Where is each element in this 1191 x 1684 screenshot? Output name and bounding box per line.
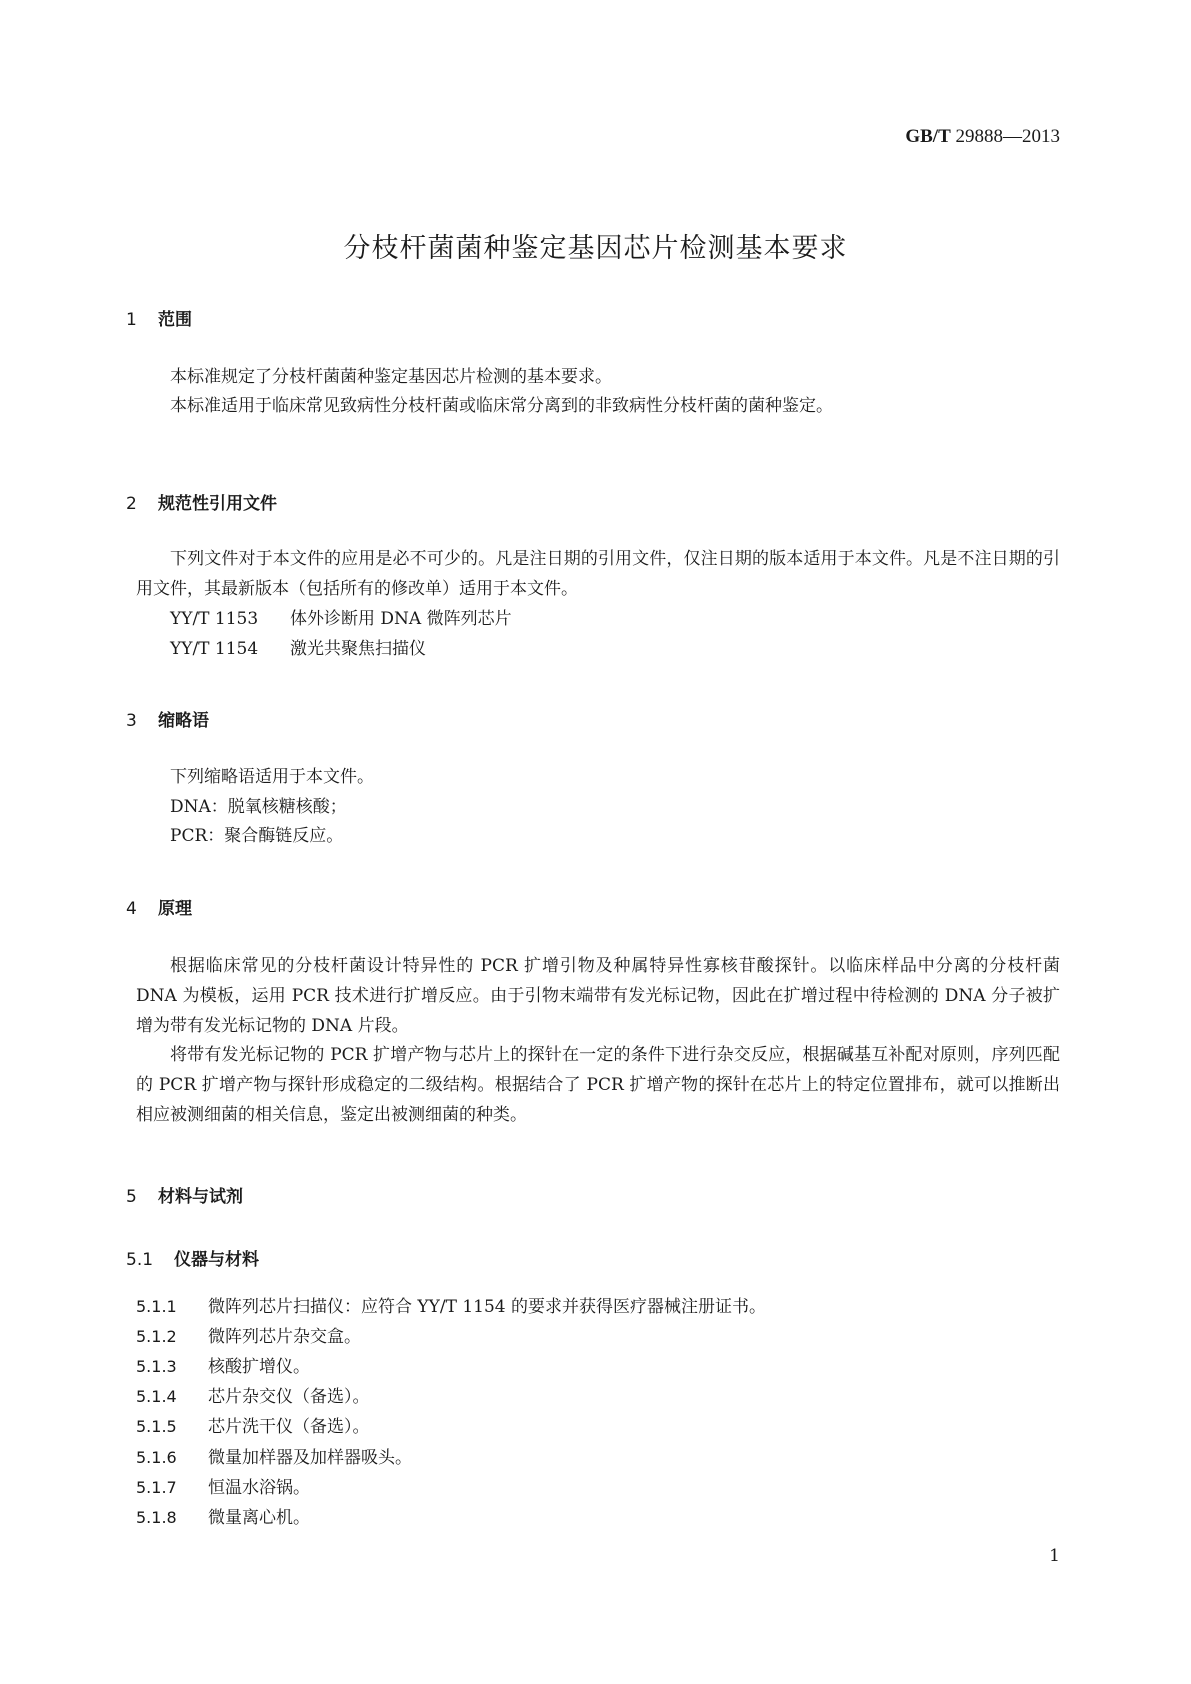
section-number: 3 [126,711,137,731]
abbreviation: DNA：脱氧核糖核酸； [170,797,347,817]
clause-number: 5.1.7 [136,1478,177,1497]
normative-reference [170,604,512,634]
clause-number: 5.1.6 [136,1448,177,1467]
clause-item [136,1503,310,1528]
clause-number: 5.1.3 [136,1357,177,1376]
clause-item [136,1322,361,1347]
clause-item [136,1473,310,1498]
section-2-heading [126,489,277,514]
clause-item [136,1443,412,1468]
paragraph: 将带有发光标记物的 PCR 扩增产物与芯片上的探针在一定的条件下进行杂交反应，根据碱基互补配对原则，序列匹配的 PCR 扩增产物与探针形成稳定的二级结构。根据结合了 PCR 扩增产物的探针在芯片上的特定位置排布，就可以推断出相应被测细菌的相关信息，鉴定出被测细菌的种类。 [136,1045,1060,1125]
clause-text: 核酸扩增仪。 [208,1357,310,1377]
section-5-heading [126,1182,243,1207]
standard-code [0,126,1060,148]
paragraph: 本标准规定了分枝杆菌菌种鉴定基因芯片检测的基本要求。 [170,367,612,387]
reference-code: YY/T 1154 [170,639,259,659]
section-title: 缩略语 [158,711,209,731]
section-4-heading [126,894,192,919]
clause-number: 5.1.5 [136,1417,177,1436]
paragraph: 本标准适用于临床常见致病性分枝杆菌或临床常分离到的非致病性分枝杆菌的菌种鉴定。 [170,396,833,416]
abbreviation: PCR：聚合酶链反应。 [170,826,344,846]
clause-number: 5.1.4 [136,1387,177,1406]
clause-text: 微阵列芯片扫描仪：应符合 YY/T 1154 的要求并获得医疗器械注册证书。 [208,1297,766,1317]
clause-text: 恒温水浴锅。 [208,1478,310,1498]
clause-item [136,1292,766,1317]
section-1-heading [126,305,192,330]
section-title: 原理 [158,899,192,919]
reference-name: 体外诊断用 DNA 微阵列芯片 [290,609,512,629]
clause-number: 5.1.8 [136,1508,177,1527]
clause-item [136,1352,310,1377]
section-number: 2 [126,494,137,514]
reference-name: 激光共聚焦扫描仪 [290,639,426,659]
clause-item [136,1382,370,1407]
clause-item [136,1412,370,1437]
page-number: 1 [1049,1546,1060,1566]
document-title: 分枝杆菌菌种鉴定基因芯片检测基本要求 [343,233,848,264]
paragraph: 下列缩略语适用于本文件。 [170,767,374,787]
clause-text: 芯片杂交仪（备选）。 [208,1387,370,1407]
standard-prefix: GB/T [905,126,951,147]
paragraph: 下列文件对于本文件的应用是必不可少的。凡是注日期的引用文件，仅注日期的版本适用于本文件。凡是不注日期的引用文件，其最新版本（包括所有的修改单）适用于本文件。 [136,549,1060,599]
section-number: 1 [126,310,137,330]
section-number: 4 [126,899,137,919]
reference-code: YY/T 1153 [170,609,259,629]
clause-text: 微量加样器及加样器吸头。 [208,1448,412,1468]
subsection-number: 5.1 [126,1250,154,1270]
standard-number: 29888—2013 [950,126,1060,147]
clause-text: 微阵列芯片杂交盒。 [208,1327,361,1347]
section-title: 材料与试剂 [158,1187,243,1207]
clause-text: 芯片洗干仪（备选）。 [208,1417,370,1437]
normative-reference [170,634,426,664]
section-title: 范围 [158,310,192,330]
clause-number: 5.1.1 [136,1297,177,1316]
section-number: 5 [126,1187,137,1207]
subsection-5-1-heading [126,1245,259,1270]
paragraph: 根据临床常见的分枝杆菌设计特异性的 PCR 扩增引物及种属特异性寡核苷酸探针。以临床样品中分离的分枝杆菌 DNA 为模板，运用 PCR 技术进行扩增反应。由于引物末端带有发光标记物，因此在扩增过程中待检测的 DNA 分子被扩增为带有发光标记物的 DNA 片段。 [136,956,1060,1036]
clause-number: 5.1.2 [136,1327,177,1346]
section-3-heading [126,706,209,731]
section-title: 规范性引用文件 [158,494,277,514]
clause-text: 微量离心机。 [208,1508,310,1528]
subsection-title: 仪器与材料 [174,1250,259,1270]
